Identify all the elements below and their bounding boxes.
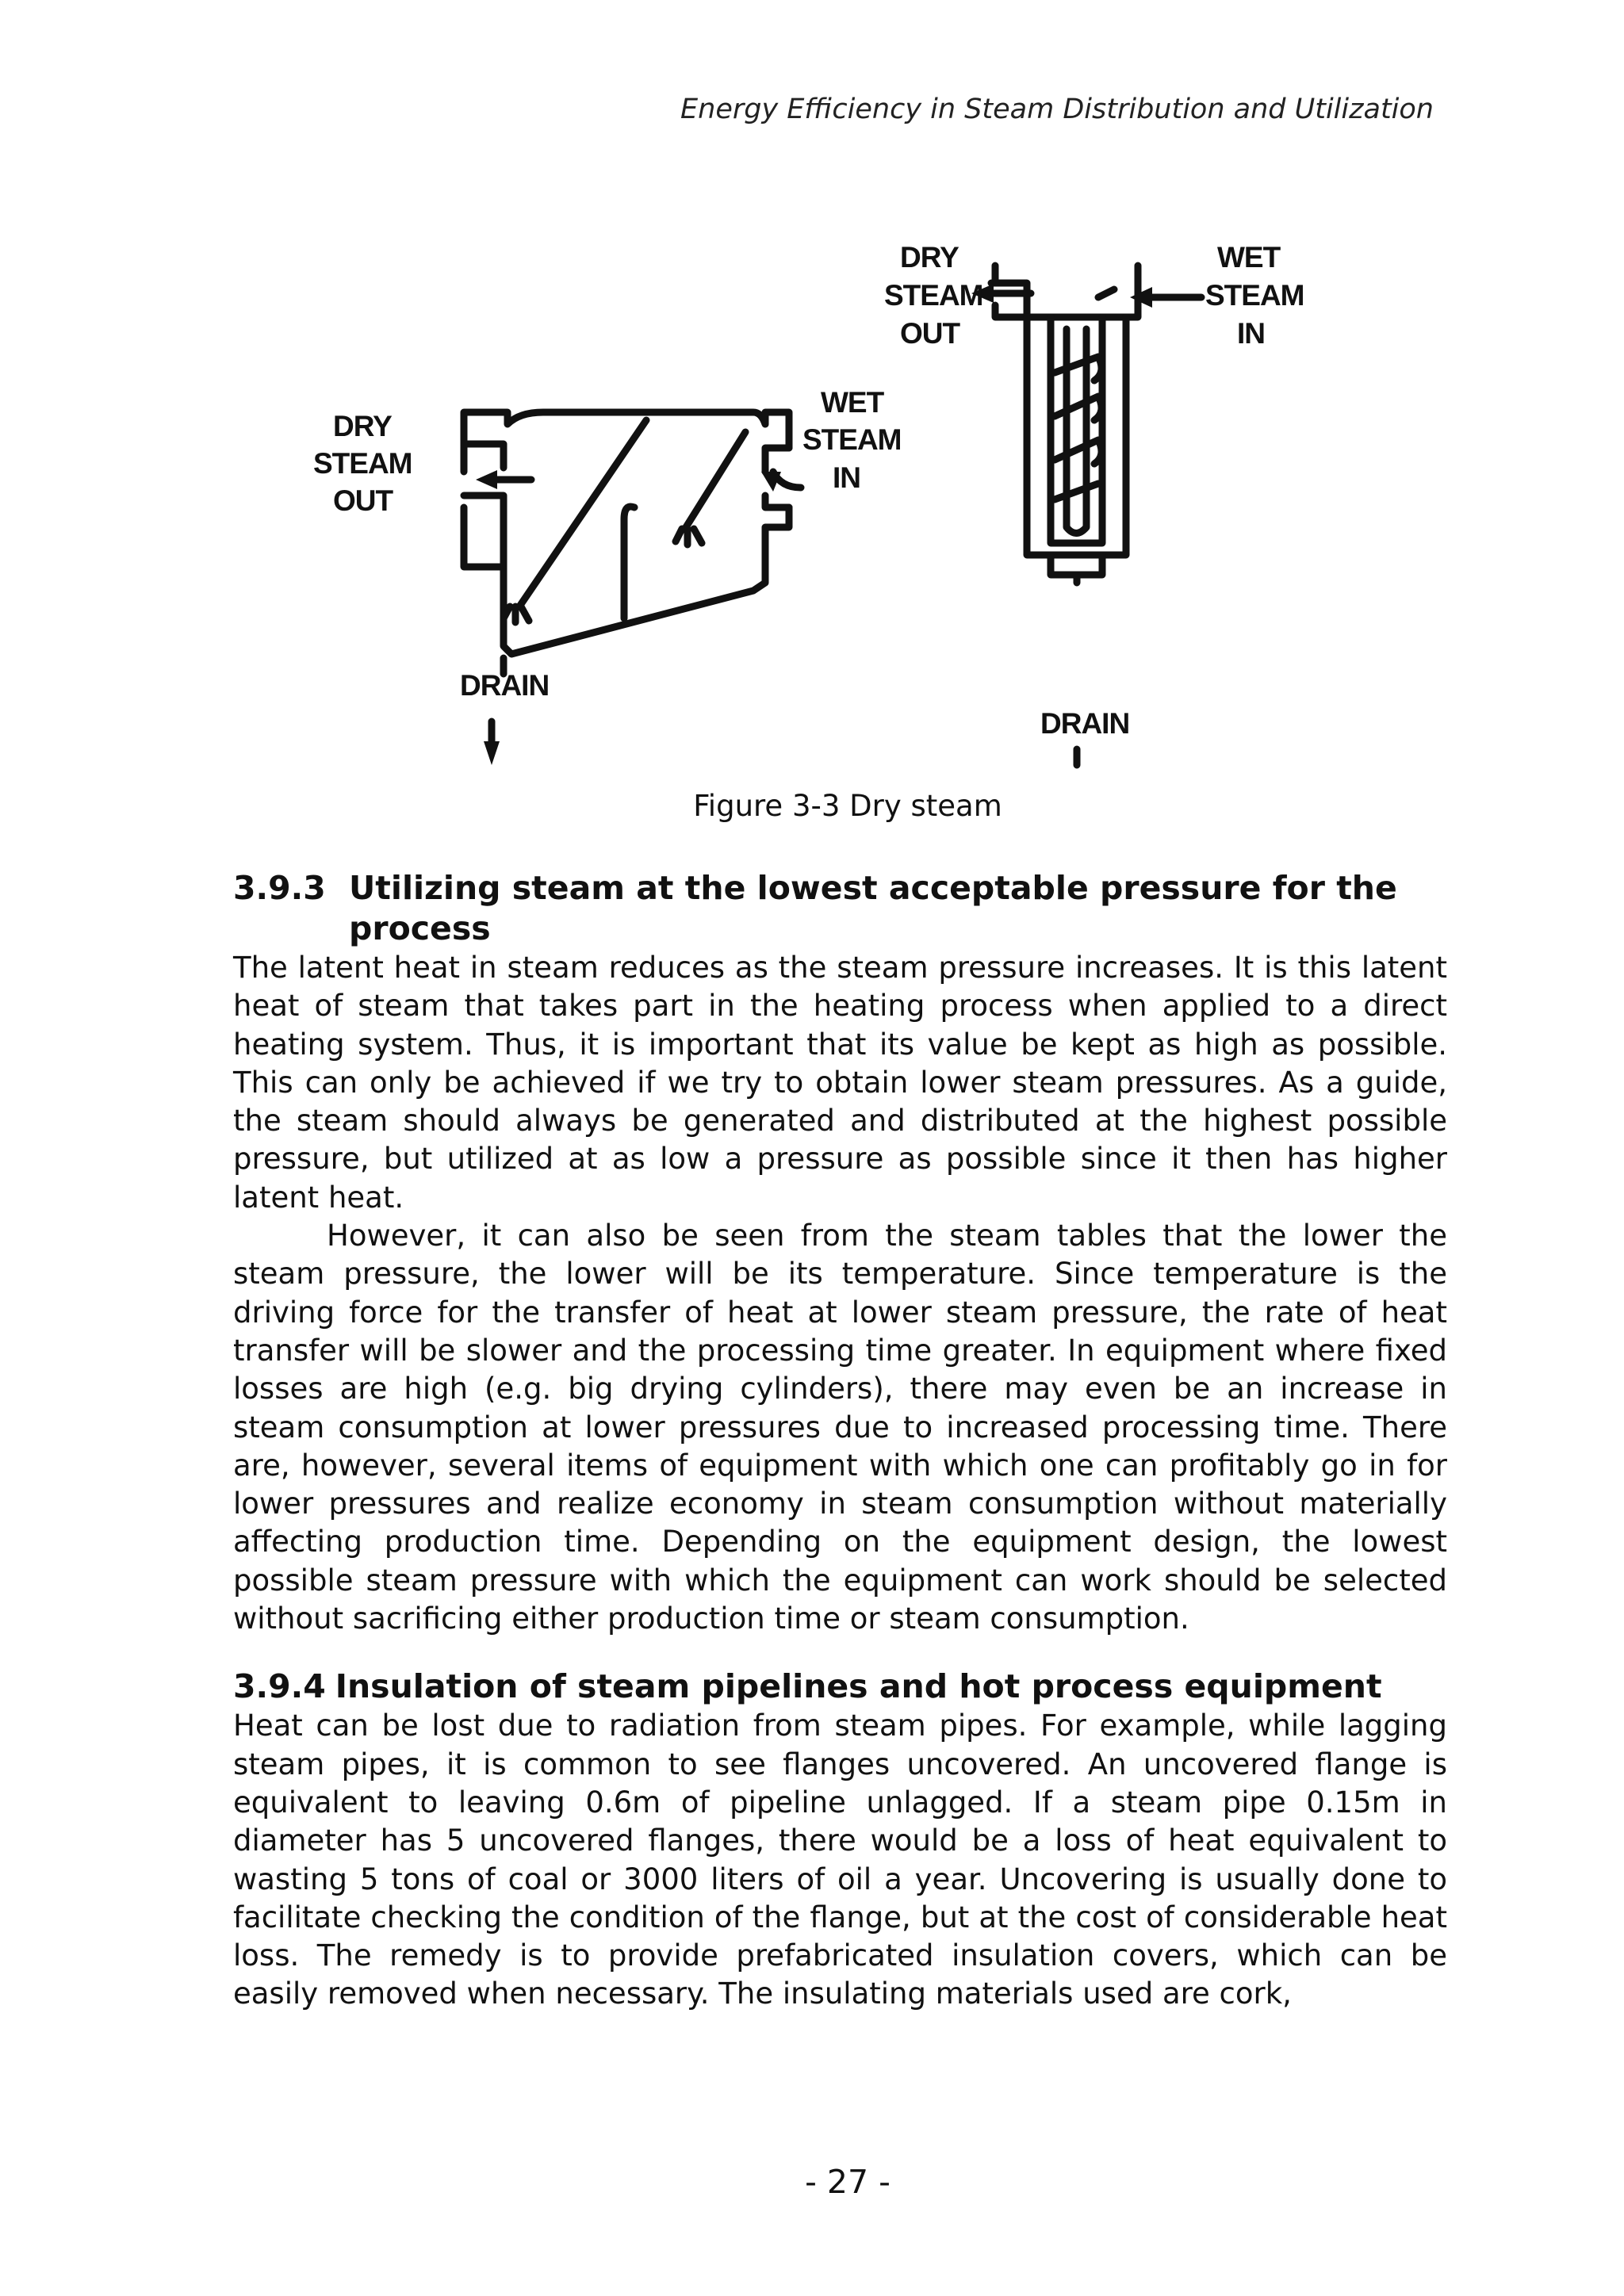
section-gap (233, 1638, 1447, 1667)
left-drip-2 (676, 529, 702, 545)
left-drain-arrowhead (484, 741, 500, 765)
right-drain-label: DRAIN (1040, 707, 1130, 740)
paragraph: However, it can also be seen from the steam tables that the lower the steam pressure, the lower will be its temperature. Since temperature is the driving force for the transfer of heat at lower steam pressure, the rate of heat transfer will be slower and the processing time greater. In equipment where fixed losses are high (e.g. big drying cylinders), there may even be an increase in steam consumption at lower pressures due to increased processing time. There are, however, several items of equipment with which one can profitably go in for lower pressures and realize economy in steam consumption without materially affecting production time. Depending on the equipment design, the lowest possible steam pressure with which the equipment can work should be selected without sacrificing either production time or steam consumption. (233, 1219, 1447, 1636)
left-drain-label: DRAIN (460, 669, 550, 702)
paragraph: Heat can be lost due to radiation from steam pipes. For example, while lagging steam pipes, it is common to see flanges uncovered. An uncovered flange is equivalent to leaving 0.6m of pipeline unlagged. If a steam pipe 0.15m in diameter has 5 uncovered flanges, there would be a loss of heat equivalent to wasting 5 tons of coal or 3000 liters of oil a year. Uncovering is usually done to facilitate checking the condition of the flange, but at the cost of considerable heat loss. The remedy is to provide prefabricated insulation covers, which can be easily removed when necessary. The insulating materials used are cork, (233, 1709, 1447, 2011)
left-wet-steam-label-3: IN (833, 461, 860, 494)
left-dry-steam-label-2: STEAM (313, 447, 412, 480)
steam-separator-diagram (313, 234, 1364, 769)
left-drip-1 (504, 607, 529, 622)
left-wet-steam-label-1: WET (821, 386, 884, 419)
right-dry-steam-label-1: DRY (900, 241, 959, 274)
paragraph: The latent heat in steam reduces as the steam pressure increases. It is this latent heat of steam that takes part in the heating process when applied to a direct heating system. Thus, it is important that its value be kept as high as possible. This can only be achieved if we try to obtain lower steam pressures. As a guide, the steam should always be generated and distributed at the highest possible pressure, but utilized at as low a pressure as possible since it then has higher latent heat. (233, 951, 1447, 1215)
section-number: 3.9.4 (233, 1667, 326, 1706)
right-wet-steam-label-1: WET (1217, 241, 1281, 274)
left-outlet-arrowhead (476, 470, 497, 489)
right-dry-steam-label-3: OUT (900, 317, 960, 350)
left-dry-steam-label-3: OUT (333, 484, 393, 517)
page-content (233, 868, 1447, 2014)
section-heading-3-9-3 (233, 868, 1447, 949)
left-dry-steam-label-1: DRY (333, 410, 392, 442)
right-dry-steam-label-2: STEAM (884, 279, 983, 312)
right-outlet-arrow (987, 289, 1114, 297)
section-heading-3-9-4 (233, 1667, 1447, 1707)
page-number: - 27 - (805, 2163, 891, 2201)
left-baffle-center (624, 507, 634, 618)
figure-caption: Figure 3-3 Dry steam (693, 789, 1002, 823)
running-header: Energy Efficiency in Steam Distribution and Utilization (680, 94, 1434, 125)
section-title: Insulation of steam pipelines and hot process equipment (335, 1667, 1382, 1706)
left-inlet-flange (464, 444, 504, 567)
dry-steam-figure (313, 234, 1364, 769)
right-helix (1055, 357, 1101, 499)
section-number: 3.9.3 (233, 869, 326, 907)
right-wet-steam-label-3: IN (1237, 317, 1265, 350)
section-title: Utilizing steam at the lowest acceptable pressure for the process (349, 869, 1397, 947)
right-wet-steam-label-2: STEAM (1205, 279, 1304, 312)
right-vessel (1027, 317, 1126, 555)
left-wet-steam-label-2: STEAM (802, 423, 902, 456)
left-baffle-2 (686, 432, 745, 527)
